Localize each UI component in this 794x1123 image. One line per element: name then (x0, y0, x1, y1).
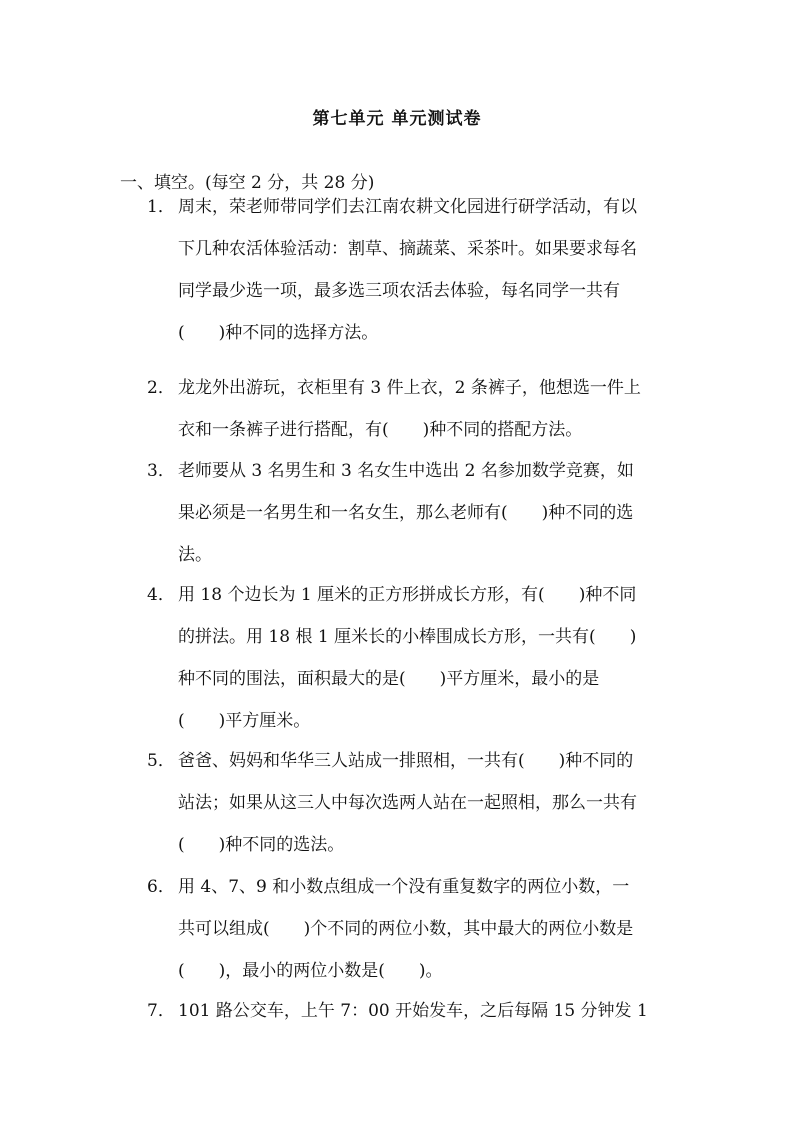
question-text: 龙龙外出游玩，衣柜里有 3 件上衣，2 条裤子，他想选一件上 (178, 378, 641, 398)
question-number: 5． (147, 751, 175, 771)
question-number: 1． (147, 197, 175, 217)
question-text: ( )种不同的选择方法。 (178, 323, 379, 343)
question-line (147, 740, 677, 782)
question-text: 爸爸、妈妈和华华三人站成一排照相，一共有( )种不同的 (178, 751, 634, 771)
question-line (147, 990, 677, 1032)
question-1 (147, 186, 677, 354)
question-line (147, 186, 677, 228)
question-text: 法。 (178, 545, 212, 565)
question-text: ( )平方厘米。 (178, 711, 311, 731)
question-text: 101 路公交车，上午 7：00 开始发车，之后每隔 15 分钟发 1 (178, 1001, 648, 1021)
question-text: 站法；如果从这三人中每次选两人站在一起照相，那么一共有 (178, 793, 637, 813)
question-text: 共可以组成( )个不同的两位小数，其中最大的两位小数是 (178, 919, 634, 939)
question-line (147, 367, 677, 409)
question-number: 4． (147, 585, 175, 605)
question-line (147, 450, 677, 492)
question-3 (147, 450, 677, 576)
question-text: 同学最少选一项，最多选三项农活去体验，每名同学一共有 (178, 281, 620, 301)
question-number: 7． (147, 1001, 175, 1021)
question-5 (147, 740, 677, 866)
question-text: ( )种不同的选法。 (178, 835, 345, 855)
question-text: 的拼法。用 18 根 1 厘米长的小棒围成长方形，一共有( ) (178, 627, 637, 647)
question-7 (147, 990, 677, 1032)
page-title: 第七单元 单元测试卷 (312, 109, 482, 129)
question-6 (147, 866, 677, 992)
question-number: 2． (147, 378, 175, 398)
question-text: 果必须是一名男生和一名女生，那么老师有( )种不同的选 (178, 503, 634, 523)
question-text: 衣和一条裤子进行搭配，有( )种不同的搭配方法。 (178, 420, 583, 440)
question-text: 下几种农活体验活动：割草、摘蔬菜、采茶叶。如果要求每名 (178, 239, 637, 259)
section-heading: 一、填空。(每空 2 分，共 28 分) (120, 173, 375, 193)
question-line (147, 574, 677, 616)
question-text: 用 4、7、9 和小数点组成一个没有重复数字的两位小数，一 (178, 877, 630, 897)
question-4 (147, 574, 677, 742)
question-text: 老师要从 3 名男生和 3 名女生中选出 2 名参加数学竞赛，如 (178, 461, 634, 481)
question-number: 6． (147, 877, 175, 897)
question-text: ( )，最小的两位小数是( )。 (178, 961, 443, 981)
question-text: 种不同的围法，面积最大的是( )平方厘米，最小的是 (178, 669, 600, 689)
question-text: 周末，荣老师带同学们去江南农耕文化园进行研学活动，有以 (178, 197, 637, 217)
question-text: 用 18 个边长为 1 厘米的正方形拼成长方形，有( )种不同 (178, 585, 637, 605)
question-number: 3． (147, 461, 175, 481)
question-2 (147, 367, 677, 451)
question-line (147, 866, 677, 908)
